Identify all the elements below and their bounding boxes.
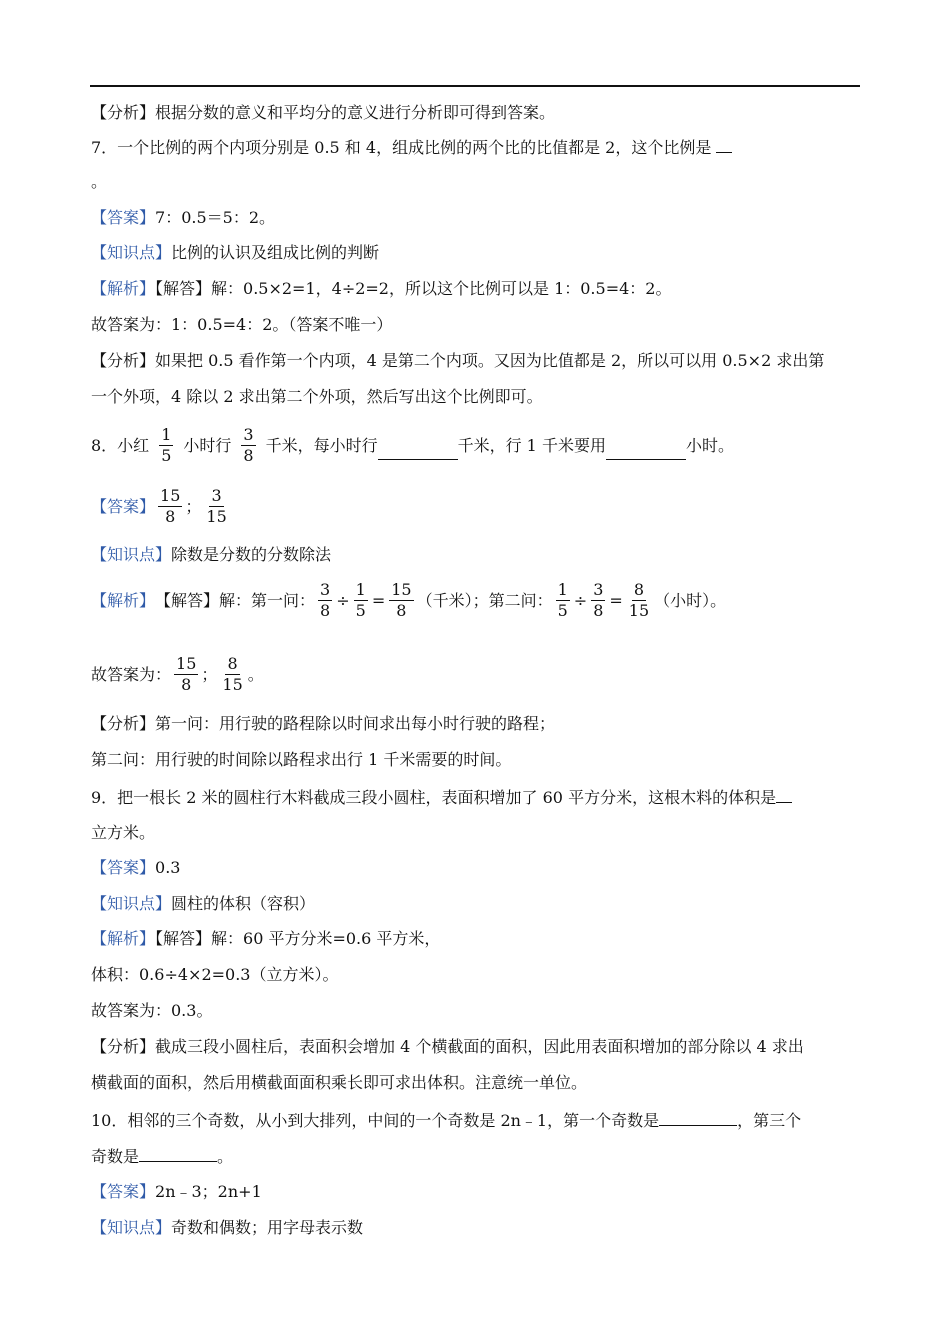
q8-explain-frac-1c: $\frac{15}{8}$ (391, 580, 412, 620)
q7-analysis-line1: 【分析】如果把 0.5 看作第一个内项，4 是第二个内项。又因为比值都是 2，所以可以用 0.5×2 求出第 (91, 351, 825, 370)
q7-explain: 【解析】【解答】解：0.5×2=1，4÷2=2，所以这个比例可以是 1：0.5=4：2。 (91, 279, 672, 298)
q9-analysis-line1: 【分析】截成三段小圆柱后，表面积会增加 4 个横截面的面积，因此用表面积增加的部分除以 4 求出 (91, 1037, 804, 1056)
q10-knowledge: 【知识点】奇数和偶数；用字母表示数 (91, 1218, 364, 1237)
q8-blank-1 (378, 444, 458, 460)
q10-question-cont: 奇数是 。 (91, 1147, 234, 1166)
q10-blank-1 (659, 1110, 737, 1126)
q8-explain-frac-1a: $\frac{3}{8}$ (320, 580, 331, 620)
q9-explain: 【解析】【解答】解：60 平方分米=0.6 平方米， (91, 929, 441, 948)
q7-analysis-line2: 一个外项，4 除以 2 求出第二个外项，然后写出这个比例即可。 (91, 387, 543, 406)
q7-question: 7．一个比例的两个内项分别是 0.5 和 4，组成比例的两个比的比值都是 2，这个比例是 (91, 137, 732, 158)
q7-answer-blank (716, 137, 732, 153)
q9-conclusion: 故答案为：0.3。 (91, 1001, 213, 1020)
q7-knowledge: 【知识点】比例的认识及组成比例的判断 (91, 243, 380, 262)
q8-explain-frac-2c: $\frac{8}{15}$ (628, 580, 650, 620)
q9-knowledge: 【知识点】圆柱的体积（容积） (91, 894, 316, 913)
q10-blank-2 (139, 1146, 217, 1162)
q9-answer: 【答案】0.3 (91, 858, 181, 877)
q7-answer: 【答案】7：0.5＝5：2。 (91, 208, 276, 227)
q10-answer: 【答案】2n﹣3；2n+1 (91, 1182, 262, 1201)
q8-conclusion-frac-1: $\frac{15}{8}$ (176, 654, 197, 694)
q7-conclusion: 故答案为：1：0.5=4：2。（答案不唯一） (91, 315, 393, 334)
q9-question: 9．把一根长 2 米的圆柱行木料截成三段小圆柱，表面积增加了 60 平方分米，这根木料的体积是 (91, 787, 792, 808)
q9-analysis-line2: 横截面的面积，然后用横截面面积乘长即可求出体积。注意统一单位。 (91, 1073, 588, 1092)
q6-analysis: 【分析】根据分数的意义和平均分的意义进行分析即可得到答案。 (91, 103, 556, 122)
q10-question: 10．相邻的三个奇数，从小到大排列，中间的一个奇数是 2n﹣1，第一个奇数是 ，第三个 (91, 1111, 802, 1130)
q9-question-end: 立方米。 (91, 823, 156, 842)
header-rule (90, 85, 860, 87)
q8-answer: 【答案】 $\frac{15}{8}$ ； $\frac{3}{15}$ (91, 486, 227, 526)
q8-conclusion: 故答案为： $\frac{15}{8}$ ； $\frac{8}{15}$ 。 (91, 654, 264, 694)
q8-explain: 【解析】 【解答】解：第一问： $\frac{3}{8}$ ÷ $\frac{1}{5}$ = $\frac{15}{8}$ （千米）；第二问： $\frac{1}{5}$ ÷ $\frac{3}{8}$ = $\frac{8}{15}$ （小时）。 (91, 580, 727, 620)
q8-conclusion-frac-2: $\frac{8}{15}$ (222, 654, 243, 694)
q8-explain-frac-2a: $\frac{1}{5}$ (557, 580, 568, 620)
q8-answer-fraction-1: $\frac{15}{8}$ (160, 486, 181, 526)
q8-analysis-line1: 【分析】第一问：用行驶的路程除以时间求出每小时行驶的路程； (91, 714, 556, 733)
q8-explain-frac-2b: $\frac{3}{8}$ (593, 580, 604, 620)
q8-fraction-1: $\frac{1}{5}$ (161, 425, 172, 465)
q8-fraction-2: $\frac{3}{8}$ (243, 425, 254, 465)
q8-analysis-line2: 第二问：用行驶的时间除以路程求出行 1 千米需要的时间。 (91, 750, 512, 769)
q9-answer-blank (776, 787, 792, 803)
q7-question-end: 。 (91, 172, 108, 191)
q8-answer-fraction-2: $\frac{3}{15}$ (206, 486, 227, 526)
q8-explain-frac-1b: $\frac{1}{5}$ (355, 580, 366, 620)
q8-knowledge: 【知识点】除数是分数的分数除法 (91, 545, 332, 564)
q8-question: 8．小红 $\frac{1}{5}$ 小时行 $\frac{3}{8}$ 千米，每小时行 千米，行 1 千米要用 小时。 (91, 425, 734, 465)
q9-volume: 体积：0.6÷4×2=0.3（立方米）。 (91, 965, 339, 984)
q8-blank-2 (606, 444, 686, 460)
